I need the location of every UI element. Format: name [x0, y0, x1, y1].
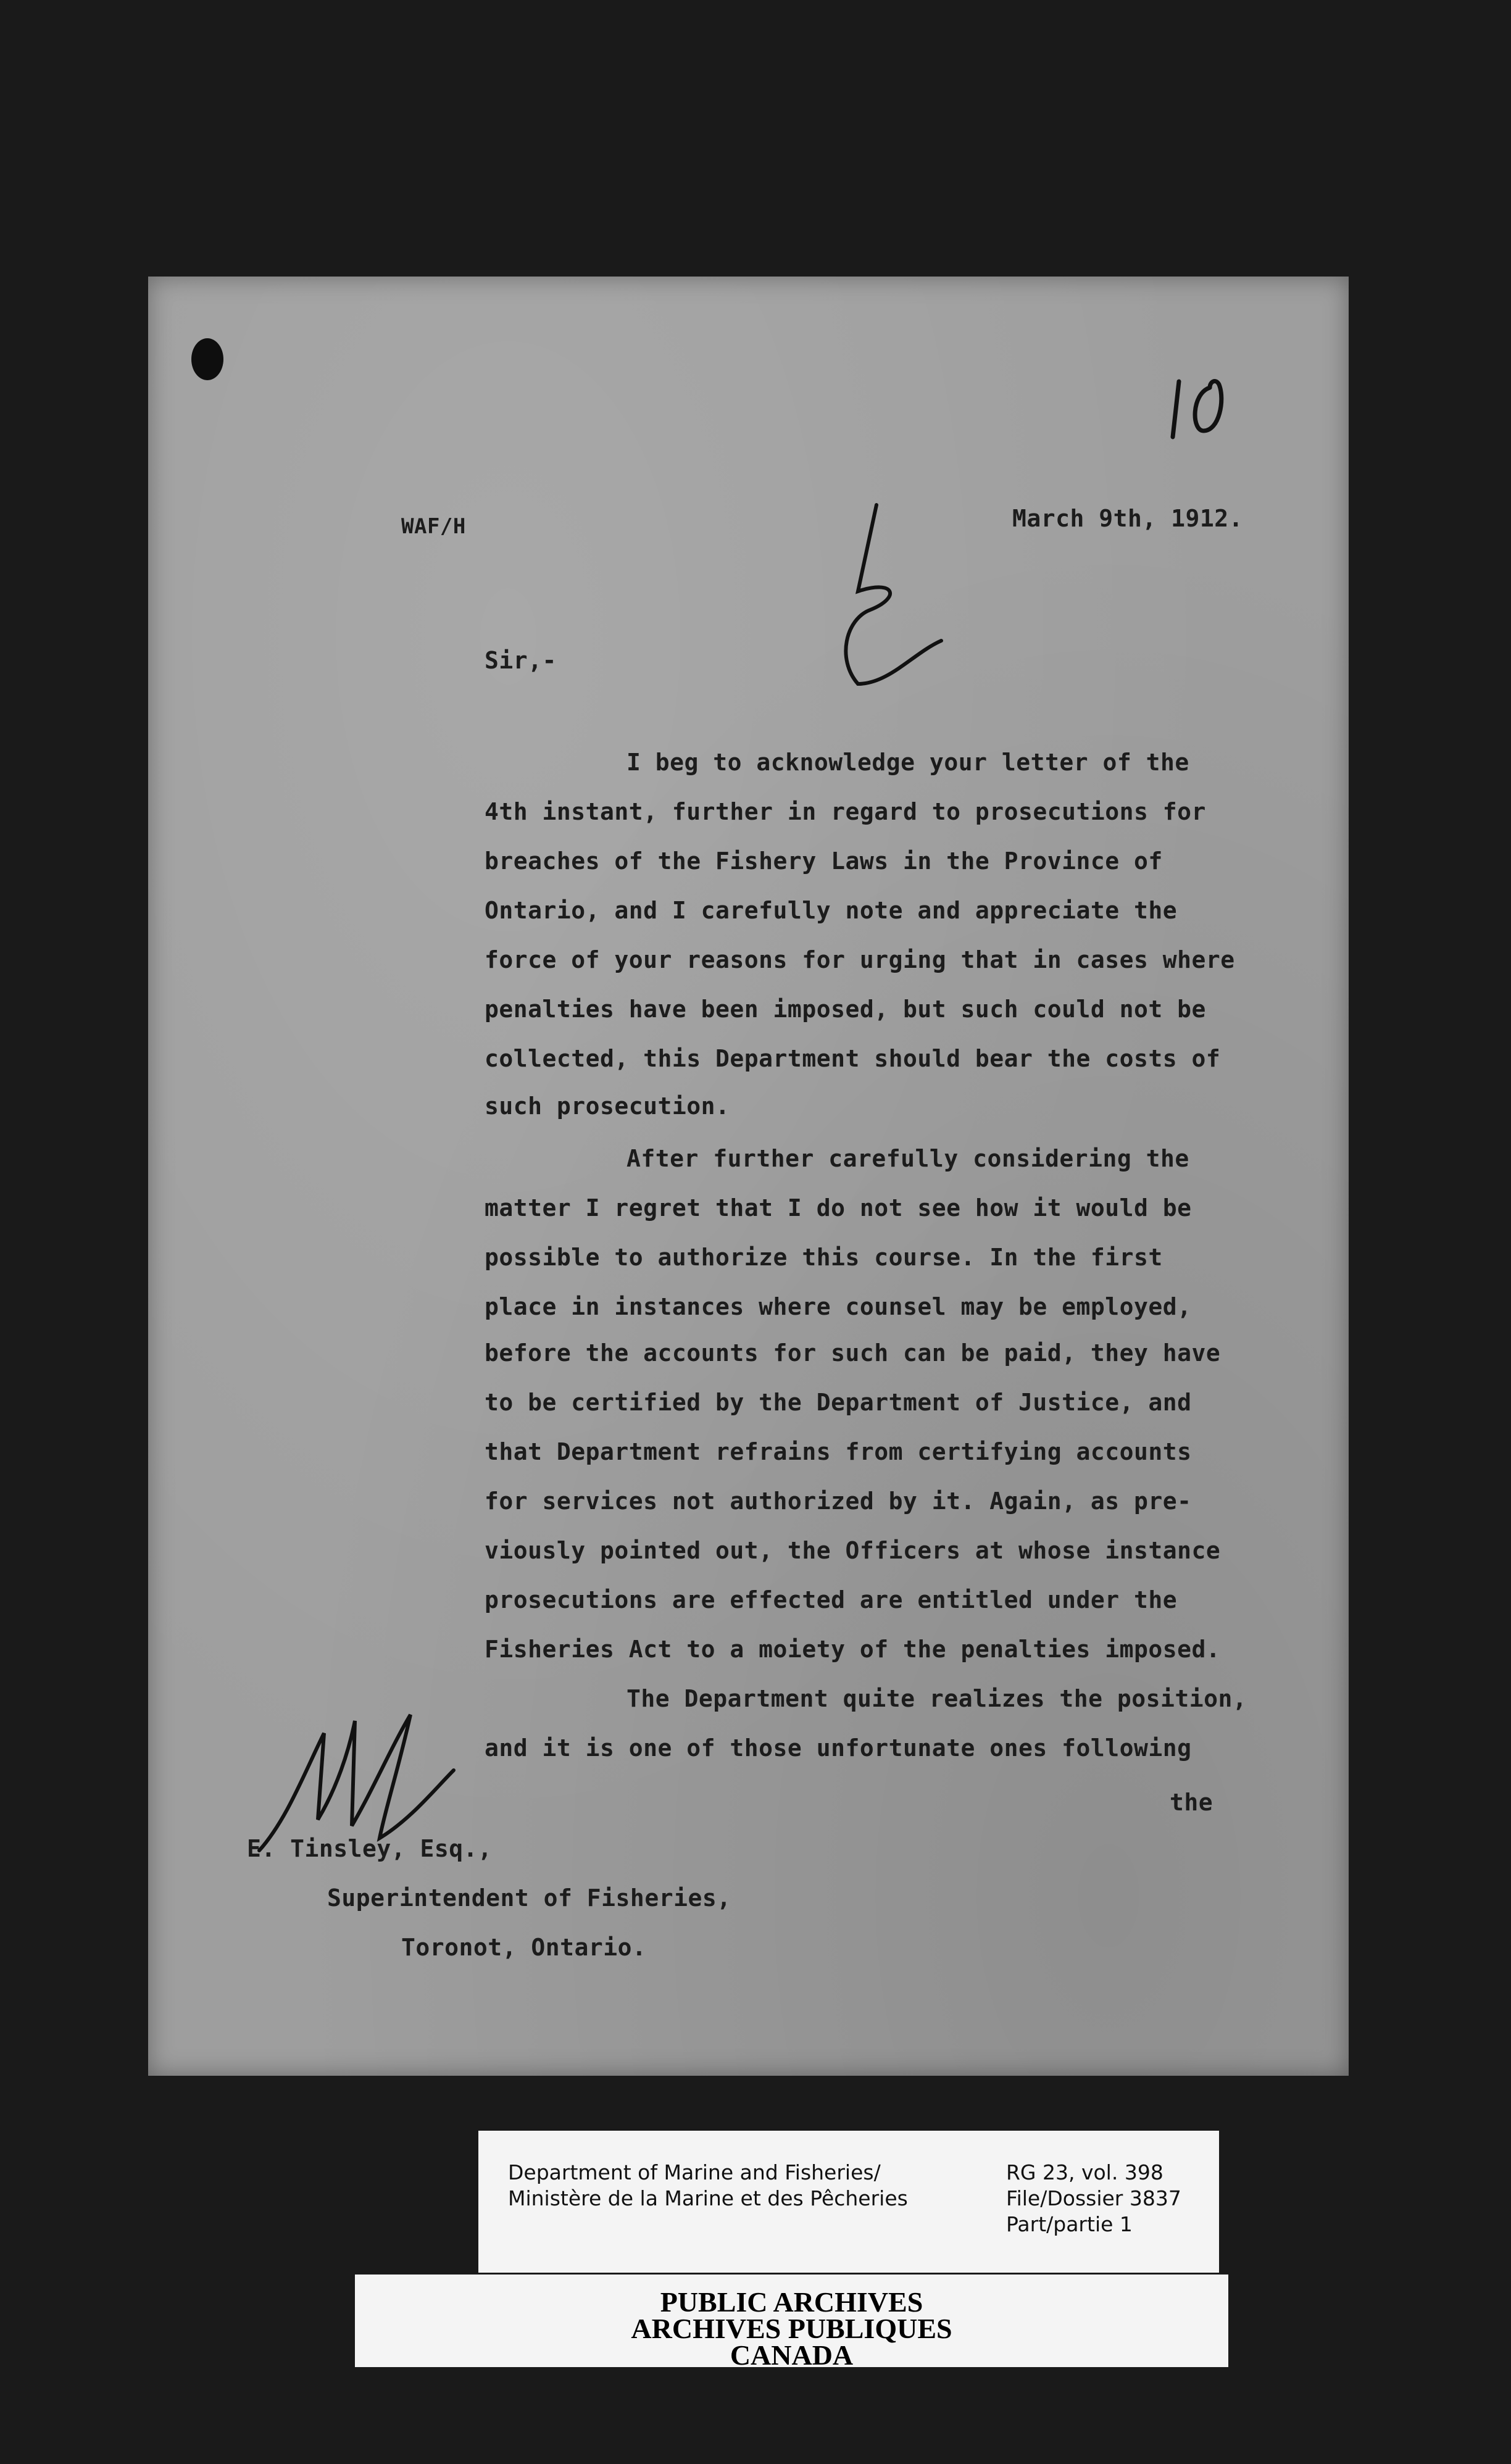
body-line: 4th instant, further in regard to prosecutions for: [485, 798, 1206, 825]
body-line: I beg to acknowledge your letter of the: [626, 749, 1189, 776]
body-line: to be certified by the Department of Justice, and: [485, 1389, 1192, 1416]
body-line: breaches of the Fishery Laws in the Province of: [485, 847, 1163, 875]
catchword: the: [1170, 1789, 1213, 1816]
archive-label: [478, 2131, 1219, 2273]
body-line: collected, this Department should bear the costs of: [485, 1045, 1221, 1072]
body-line: viously pointed out, the Officers at whose instance: [485, 1537, 1221, 1564]
body-line: force of your reasons for urging that in cases where: [485, 946, 1235, 973]
letter-date: March 9th, 1912.: [1012, 505, 1244, 532]
body-line: place in instances where counsel may be employed,: [485, 1293, 1192, 1320]
salutation: Sir,-: [485, 647, 557, 674]
department-en: Department of Marine and Fisheries/: [508, 2160, 881, 2184]
addressee-title: Superintendent of Fisheries,: [327, 1884, 731, 1912]
archive-stamp: [355, 2275, 1228, 2371]
body-line: The Department quite realizes the position,: [626, 1685, 1247, 1712]
body-line: for services not authorized by it. Again, as pre-: [485, 1488, 1192, 1515]
file-number: File/Dossier 3837: [1006, 2186, 1181, 2210]
part-number: Part/partie 1: [1006, 2212, 1133, 2236]
folio-number: [1167, 369, 1259, 458]
letter-page: [148, 277, 1349, 2076]
handwritten-mark: [833, 499, 957, 699]
body-line: and it is one of those unfortunate ones following: [485, 1734, 1192, 1762]
body-line: After further carefully considering the: [626, 1145, 1189, 1172]
body-line: prosecutions are effected are entitled under the: [485, 1586, 1178, 1613]
folio-number-handwriting: [1167, 369, 1259, 456]
body-line: before the accounts for such can be paid, they have: [485, 1339, 1221, 1367]
stamp-line-2: ARCHIVES PUBLIQUES: [631, 2313, 952, 2344]
stamp-line-1: PUBLIC ARCHIVES: [660, 2286, 923, 2318]
body-line: possible to authorize this course. In the first: [485, 1244, 1163, 1271]
department-fr: Ministère de la Marine et des Pêcheries: [508, 2186, 908, 2210]
body-line: such prosecution.: [485, 1093, 730, 1120]
stamp-line-3: CANADA: [730, 2339, 854, 2371]
punch-hole: [191, 338, 223, 380]
body-line: that Department refrains from certifying accounts: [485, 1438, 1192, 1465]
body-line: penalties have been imposed, but such could not be: [485, 996, 1206, 1023]
body-line: matter I regret that I do not see how it would be: [485, 1194, 1192, 1222]
body-line: Ontario, and I carefully note and appreciate the: [485, 897, 1178, 924]
body-line: Fisheries Act to a moiety of the penalties imposed.: [485, 1636, 1221, 1663]
reference: WAF/H: [401, 514, 466, 539]
addressee-name: E. Tinsley, Esq.,: [247, 1835, 493, 1862]
addressee-location: Toronot, Ontario.: [401, 1934, 647, 1961]
record-group: RG 23, vol. 398: [1006, 2160, 1163, 2184]
